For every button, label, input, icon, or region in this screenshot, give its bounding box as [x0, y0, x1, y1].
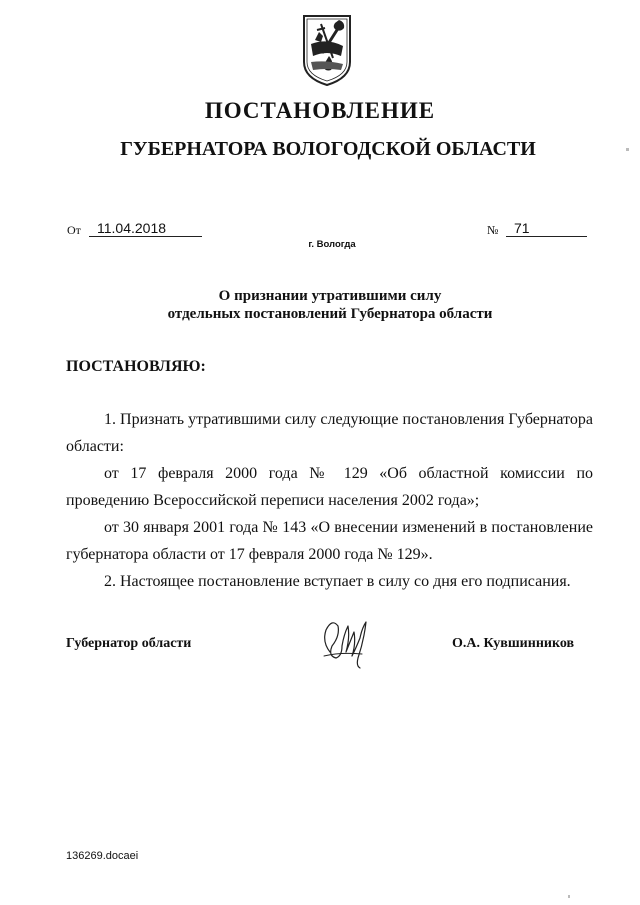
- paragraph: 2. Настоящее постановление вступает в силу со дня его подписания.: [104, 573, 571, 590]
- document-subtitle: ГУБЕРНАТОРА ВОЛОГОДСКОЙ ОБЛАСТИ: [120, 138, 536, 160]
- document-date: 11.04.2018: [89, 220, 202, 237]
- signer-name: О.А. Кувшинников: [452, 636, 575, 651]
- paragraph: от 30 января 2001 года № 143 «О внесении изменений в постановление губернатора области от 17 февраля 2000 года № 129».: [66, 519, 593, 563]
- paragraph: 1. Признать утратившими силу следующие постановления Губернатора области:: [66, 411, 593, 455]
- file-reference: 136269.docaei: [66, 850, 139, 862]
- coat-of-arms-icon: [301, 12, 353, 88]
- paragraph: от 17 февраля 2000 года № 129 «Об областной комиссии по проведению Всероссийской переписи населения 2002 года»;: [66, 465, 593, 509]
- subject-line-1: О признании утратившими силу: [218, 288, 442, 304]
- subject-line-2: отдельных постановлений Губернатора области: [167, 306, 493, 322]
- date-prefix: От: [67, 223, 81, 237]
- handwritten-signature-icon: [316, 612, 372, 672]
- signer-position: Губернатор области: [66, 636, 192, 651]
- resolve-heading: ПОСТАНОВЛЯЮ:: [66, 358, 206, 375]
- number-prefix: №: [487, 223, 499, 237]
- document-body: [66, 406, 593, 595]
- document-title: ПОСТАНОВЛЕНИЕ: [204, 98, 436, 123]
- document-subject: [0, 287, 640, 323]
- document-number: 71: [506, 220, 587, 237]
- scan-mark: [568, 895, 570, 898]
- city-label: г. Вологда: [308, 239, 356, 250]
- scan-mark: [626, 148, 629, 151]
